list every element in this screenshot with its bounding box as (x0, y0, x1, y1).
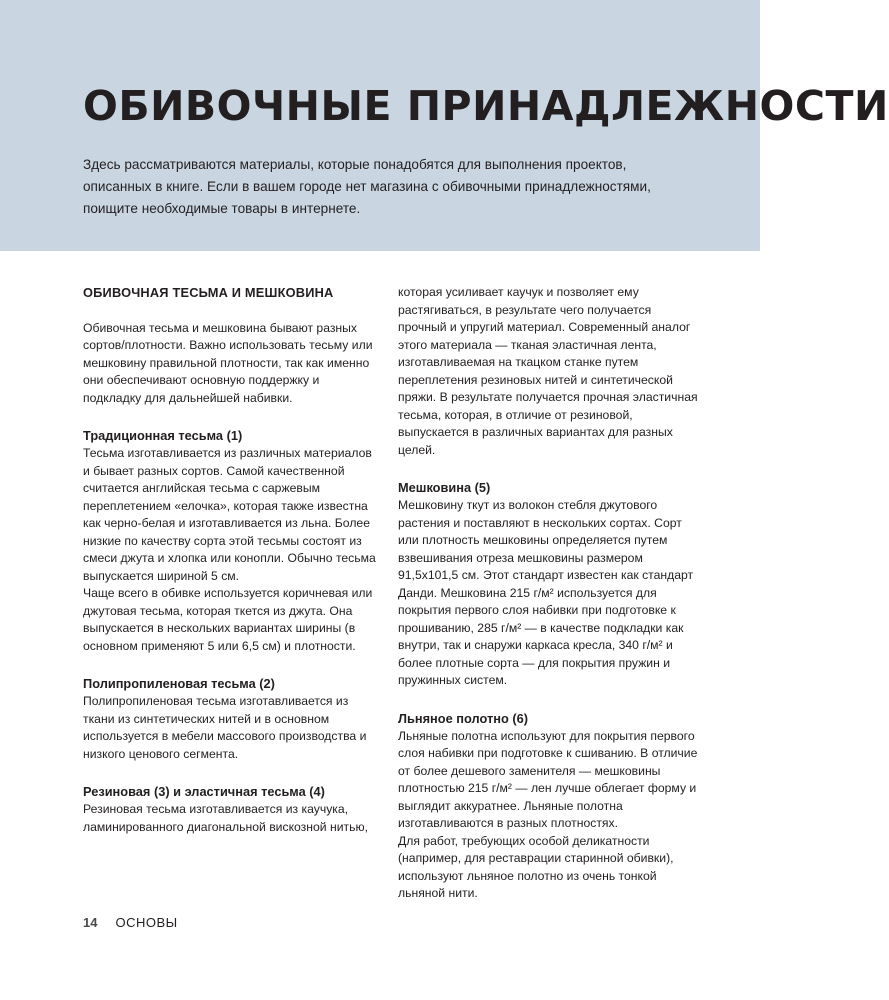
burlap-block (398, 479, 700, 690)
polypropylene-webbing-block (83, 675, 378, 763)
section-heading: ОБИВОЧНАЯ ТЕСЬМА И МЕШКОВИНА (83, 285, 334, 300)
intro-text: Здесь рассматриваются материалы, которые понадобятся для выполнения проектов, описанных в книге. Если в вашем городе нет магазина с обивочными принадлежностями, поищите необходимые товары в интернете. (83, 157, 651, 216)
traditional-webbing-text-2: Чаще всего в обивке используется коричневая или джутовая тесьма, которая ткется из джута. Она выпускается в нескольких вариантах ширины (в основном применяют 5 или 6,5 см) и плотности. (83, 586, 373, 653)
page-title: ОБИВОЧНЫЕ ПРИНАДЛЕЖНОСТИ (83, 82, 889, 130)
traditional-webbing-block (83, 427, 378, 655)
linen-text-2: Для работ, требующих особой деликатности (например, для реставрации старинной обивки), используют льняное полотно из очень тонкой льняной нити. (398, 833, 674, 900)
rubber-webbing-block (83, 783, 378, 836)
traditional-webbing-text-1: Тесьма изготавливается из различных материалов и бывает разных сортов. Самой качественной считается английская тесьма с саржевым переплетением «елочка», которая также известна как черно-белая и изготавливается из льна. Более низкие по качеству сорта этой тесьмы состоят из смеси джута и хлопка или конопли. Обычно тесьма выпускается шириной 5 см. (83, 446, 376, 583)
burlap-title: Мешковина (5) (398, 480, 491, 495)
right-column (398, 284, 700, 923)
section-intro: Обивочная тесьма и мешковина бывают разных сортов/плотности. Важно использовать тесьму или мешковину правильной плотности, так как именно они обеспечивают основную поддержку и подкладку для дальнейшей набивки. (83, 320, 373, 405)
header-band (0, 0, 889, 251)
traditional-webbing-title: Традиционная тесьма (1) (83, 428, 243, 443)
left-column (83, 280, 378, 856)
rubber-webbing-text: Резиновая тесьма изготавливается из каучука, ламинированного диагональной вискозной нитью, (83, 802, 368, 834)
linen-block (398, 710, 700, 903)
running-title: ОСНОВЫ (115, 915, 178, 930)
burlap-text: Мешковину ткут из волокон стебля джутового растения и поставляют в нескольких сортах. Сорт или плотность мешковины определяется путем взвешивания отреза мешковины размером 91,5х101,5 см. Этот стандарт известен как стандарт Данди. Мешковина 215 г/м² используется для покрытия первого слоя набивки при подготовке к прошиванию, 285 г/м² — в качестве подкладки как внутри, так и снаружи каркаса кресла, 340 г/м² и более плотные сорта — для покрытия пружин и пружинных систем. (398, 498, 694, 687)
polypropylene-webbing-title: Полипропиленовая тесьма (2) (83, 676, 275, 691)
page-number: 14 (83, 915, 98, 930)
linen-title: Льняное полотно (6) (398, 710, 528, 726)
linen-text-1: Льняные полотна используют для покрытия первого слоя набивки при подготовке к сшиванию. В отличие от более дешевого заменителя — мешковины плотностью 215 г/м² — лен лучше облегает форму и выглядит аккуратнее. Льняные полотна изготавливаются в разных плотностях. (398, 728, 698, 830)
rubber-webbing-title: Резиновая (3) и эластичная тесьма (4) (83, 784, 325, 799)
page-footer (83, 915, 178, 930)
polypropylene-webbing-text: Полипропиленовая тесьма изготавливается из ткани из синтетических нитей и в основном используется в мебели массового производства и низкого ценового сегмента. (83, 694, 367, 761)
rubber-webbing-continued: которая усиливает каучук и позволяет ему растягиваться, в результате чего получается прочный и упругий материал. Современный аналог этого материала — тканая эластичная лента, изготавливаемая на ткацком станке путем переплетения резиновых нитей и синтетической пряжи. В результате получается прочная эластичная тесьма, которая, в отличие от резиновой, выпускается в различных вариантах для разных целей. (398, 285, 698, 457)
